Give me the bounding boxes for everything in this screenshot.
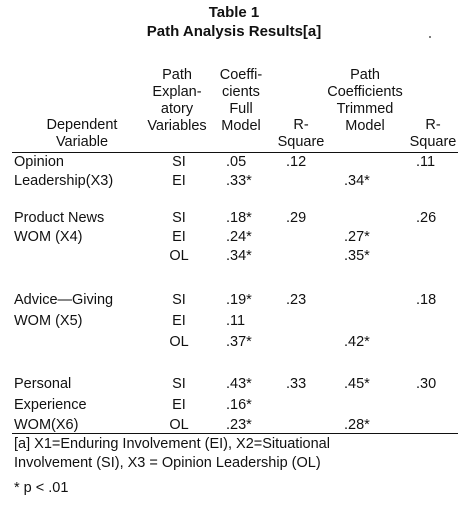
cell-r2: .11 bbox=[416, 154, 436, 170]
cell-r1: .23 bbox=[286, 292, 307, 308]
cell-r2: .26 bbox=[416, 210, 437, 226]
cell-dep: WOM (X4) bbox=[14, 229, 83, 245]
cell-dep: WOM (X5) bbox=[14, 313, 83, 329]
footer-rule bbox=[12, 433, 458, 434]
cell-trim: .27* bbox=[344, 229, 370, 245]
cell-r1: .12 bbox=[286, 154, 307, 170]
cell-r2: .18 bbox=[416, 292, 437, 308]
footnote-a-line-1: [a] X1=Enduring Involvement (EI), X2=Situational bbox=[14, 436, 330, 452]
cell-full: .05 bbox=[226, 154, 247, 170]
cell-r1: .33 bbox=[286, 376, 307, 392]
cell-trim: .45* bbox=[344, 376, 370, 392]
cell-dep: Leadership(X3) bbox=[14, 173, 114, 189]
cell-trim: .42* bbox=[344, 334, 370, 350]
cell-var: SI bbox=[172, 210, 186, 226]
cell-full: .19* bbox=[226, 292, 252, 308]
header-r-square-full: R- Square bbox=[277, 117, 325, 150]
cell-full: .33* bbox=[226, 173, 252, 189]
cell-dep: Experience bbox=[14, 397, 87, 413]
cell-r2: .30 bbox=[416, 376, 437, 392]
header-path-coefficients-trimmed-model: Path Coefficients Trimmed Model bbox=[327, 67, 403, 134]
footnote-a-line-2: Involvement (SI), X3 = Opinion Leadership (OL) bbox=[14, 455, 321, 471]
table-subtitle: Path Analysis Results[a] bbox=[146, 23, 322, 40]
cell-var: SI bbox=[172, 376, 186, 392]
header-coefficients-full-model: Coeffi- cients Full Model bbox=[219, 67, 263, 134]
cell-var: SI bbox=[172, 292, 186, 308]
cell-dep: Advice—Giving bbox=[14, 292, 114, 308]
header-dependent-variable: Dependent Variable bbox=[46, 117, 118, 150]
cell-dep: WOM(X6) bbox=[14, 417, 79, 433]
cell-dep: Personal bbox=[14, 376, 72, 392]
cell-full: .34* bbox=[226, 248, 252, 264]
cell-var: SI bbox=[172, 154, 186, 170]
cell-dep: Opinion bbox=[14, 154, 64, 170]
cell-trim: .35* bbox=[344, 248, 370, 264]
cell-full: .11 bbox=[226, 313, 246, 329]
cell-var: OL bbox=[169, 248, 189, 264]
cell-full: .43* bbox=[226, 376, 252, 392]
cell-full: .16* bbox=[226, 397, 252, 413]
cell-var: EI bbox=[172, 229, 186, 245]
header-rule bbox=[12, 152, 458, 153]
cell-var: EI bbox=[172, 397, 186, 413]
cell-var: EI bbox=[172, 173, 186, 189]
footnote-significance: * p < .01 bbox=[14, 480, 69, 496]
cell-var: OL bbox=[169, 334, 189, 350]
cell-full: .23* bbox=[226, 417, 252, 433]
cell-trim: .28* bbox=[344, 417, 370, 433]
cell-var: EI bbox=[172, 313, 186, 329]
cell-r1: .29 bbox=[286, 210, 307, 226]
cell-full: .37* bbox=[226, 334, 252, 350]
header-r-square-trimmed: R- Square bbox=[409, 117, 457, 150]
cell-full: .24* bbox=[226, 229, 252, 245]
cell-full: .18* bbox=[226, 210, 252, 226]
header-path-explanatory-variables: Path Explan- atory Variables bbox=[147, 67, 207, 134]
cell-dep: Product News bbox=[14, 210, 105, 226]
table-title: Table 1 bbox=[208, 4, 260, 21]
scan-speck bbox=[429, 36, 431, 38]
cell-trim: .34* bbox=[344, 173, 370, 189]
cell-var: OL bbox=[169, 417, 189, 433]
